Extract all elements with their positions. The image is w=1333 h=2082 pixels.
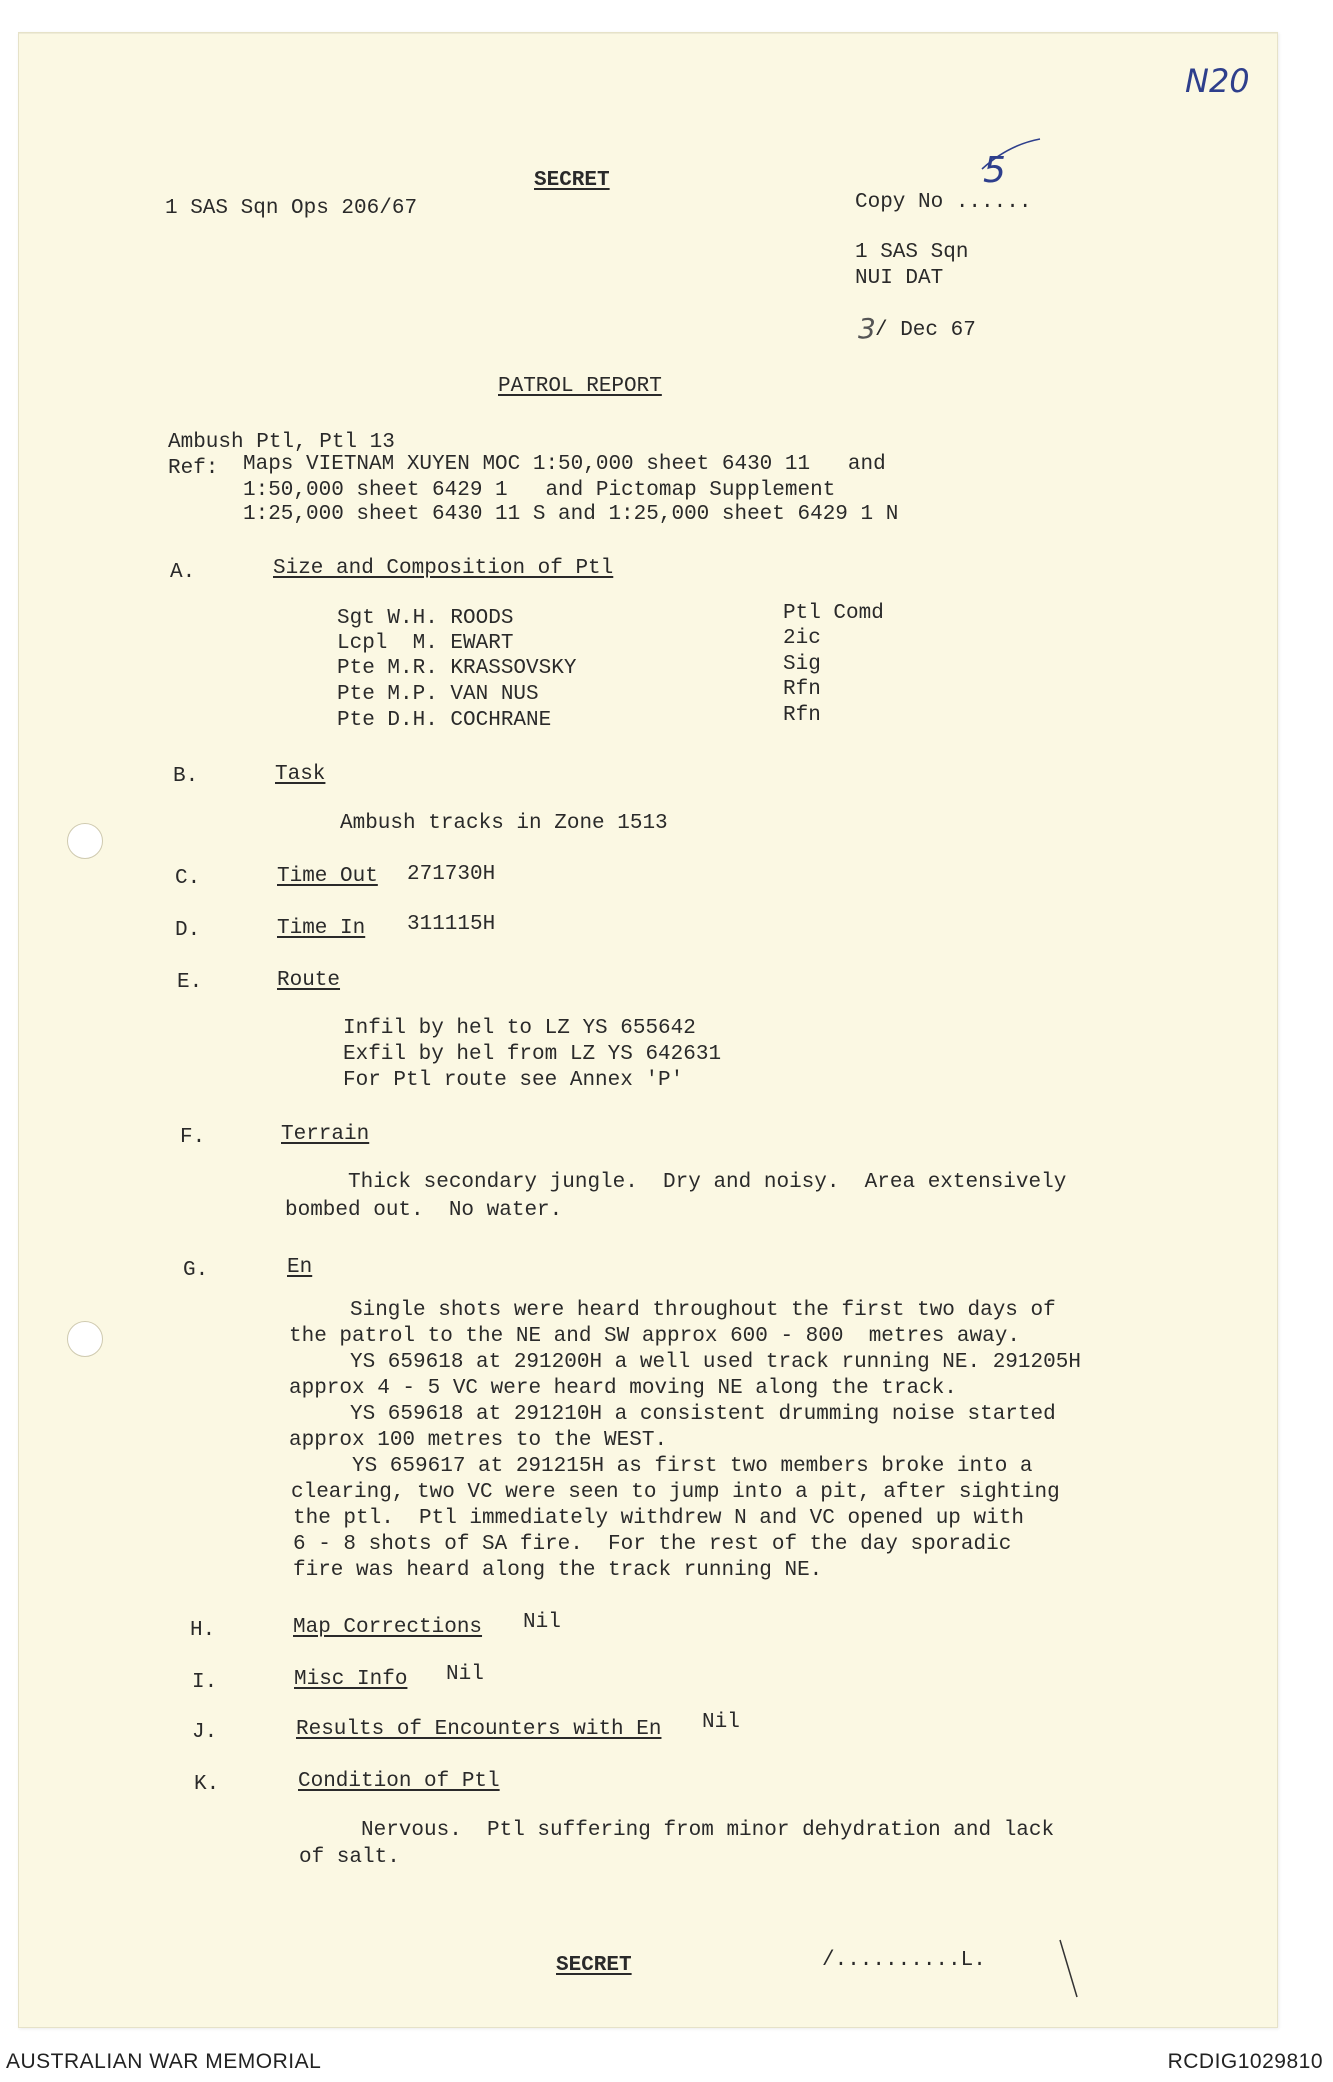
handwritten-copy-number: 5 [983,150,1006,191]
section-title: Size and Composition of Ptl [273,557,614,580]
enemy-line: fire was heard along the track running NE. [293,1559,823,1582]
member-role: Ptl Comd [783,602,884,625]
terrain-line: Thick secondary jungle. Dry and noisy. Area extensively [348,1171,1067,1194]
enemy-line: the ptl. Ptl immediately withdrew N and VC opened up with [293,1507,1024,1530]
enemy-line: clearing, two VC were seen to jump into a pit, after sighting [291,1481,1060,1504]
ref-line: Maps VIETNAM XUYEN MOC 1:50,000 sheet 6430 11 and [243,453,886,476]
misc-info-value: Nil [446,1663,484,1686]
member-role: Sig [783,653,821,676]
section-title: Time In [277,917,366,940]
ops-reference: 1 SAS Sqn Ops 206/67 [165,197,418,220]
condition-line: of salt. [299,1846,400,1869]
enemy-line: approx 4 - 5 VC were heard moving NE along the track. [289,1377,957,1400]
section-letter: H. [190,1619,216,1642]
section-letter: A. [170,561,196,584]
punch-hole-bottom [67,1321,103,1357]
report-date: / Dec 67 [875,319,976,342]
section-letter: B. [173,765,199,788]
section-letter: F. [180,1126,206,1149]
classification-top: SECRET [534,169,610,192]
map-corrections-value: Nil [523,1611,561,1634]
ref-line: 1:50,000 sheet 6429 1 and Pictomap Supplement [243,479,836,502]
section-title: Time Out [277,865,378,888]
handwritten-date-day: 3 [858,312,876,345]
member-role: Rfn [783,704,821,727]
section-letter: I. [192,1671,218,1694]
ref-line: 1:25,000 sheet 6430 11 S and 1:25,000 sheet 6429 1 N [243,503,899,526]
page-edge [19,33,1277,34]
signature-line: /..........L. [822,1949,986,1972]
task-text: Ambush tracks in Zone 1513 [340,812,668,835]
unit-location: NUI DAT [855,267,944,290]
enemy-line: YS 659617 at 291215H as first two members broke into a [352,1455,1033,1478]
condition-line: Nervous. Ptl suffering from minor dehydration and lack [361,1819,1055,1842]
ref-label: Ref: [168,457,219,480]
encounters-value: Nil [702,1711,740,1734]
member-name: Pte M.R. KRASSOVSKY [337,657,577,680]
enemy-line: the patrol to the NE and SW approx 600 - 800 metres away. [289,1325,1020,1348]
enemy-line: approx 100 metres to the WEST. [289,1429,668,1452]
report-title: PATROL REPORT [498,375,662,398]
section-letter: E. [177,971,203,994]
enemy-line: Single shots were heard throughout the first two days of [350,1299,1056,1322]
route-line: For Ptl route see Annex 'P' [343,1069,684,1092]
section-title: Condition of Ptl [298,1770,500,1793]
enemy-line: 6 - 8 shots of SA fire. For the rest of the day sporadic [293,1533,1012,1556]
footer-right: RCDIG1029810 [1167,2050,1323,2073]
route-line: Exfil by hel from LZ YS 642631 [343,1043,722,1066]
pen-stroke [1055,1935,1085,2005]
enemy-line: YS 659618 at 291210H a consistent drumming noise started [350,1403,1056,1426]
member-name: Sgt W.H. ROODS [337,607,514,630]
section-letter: D. [175,919,201,942]
copy-number: Copy No ...... [855,191,1032,214]
terrain-line: bombed out. No water. [285,1199,563,1222]
route-line: Infil by hel to LZ YS 655642 [343,1017,696,1040]
section-letter: K. [194,1773,220,1796]
section-title: Terrain [281,1123,370,1146]
time-out-value: 271730H [407,863,496,886]
section-title: Route [277,969,341,992]
time-in-value: 311115H [407,913,496,936]
unit-name: 1 SAS Sqn [855,241,969,264]
member-role: Rfn [783,678,821,701]
section-title: Results of Encounters with En [296,1718,662,1741]
punch-hole-top [67,823,103,859]
copy-number-flourish [978,135,1048,175]
section-letter: C. [175,867,201,890]
enemy-line: YS 659618 at 291200H a well used track running NE. 291205H [350,1351,1081,1374]
section-title: Task [275,763,326,786]
member-name: Pte M.P. VAN NUS [337,683,539,706]
patrol-name: Ambush Ptl, Ptl 13 [168,431,395,454]
section-letter: G. [183,1259,209,1282]
section-letter: J. [192,1721,218,1744]
member-name: Pte D.H. COCHRANE [337,709,552,732]
handwritten-ref: N20 [1185,62,1250,100]
section-title: Misc Info [294,1668,408,1691]
classification-bottom: SECRET [556,1954,632,1977]
member-role: 2ic [783,627,821,650]
section-title: Map Corrections [293,1616,483,1639]
footer-left: AUSTRALIAN WAR MEMORIAL [6,2050,322,2073]
section-title: En [287,1256,313,1279]
member-name: Lcpl M. EWART [337,632,514,655]
